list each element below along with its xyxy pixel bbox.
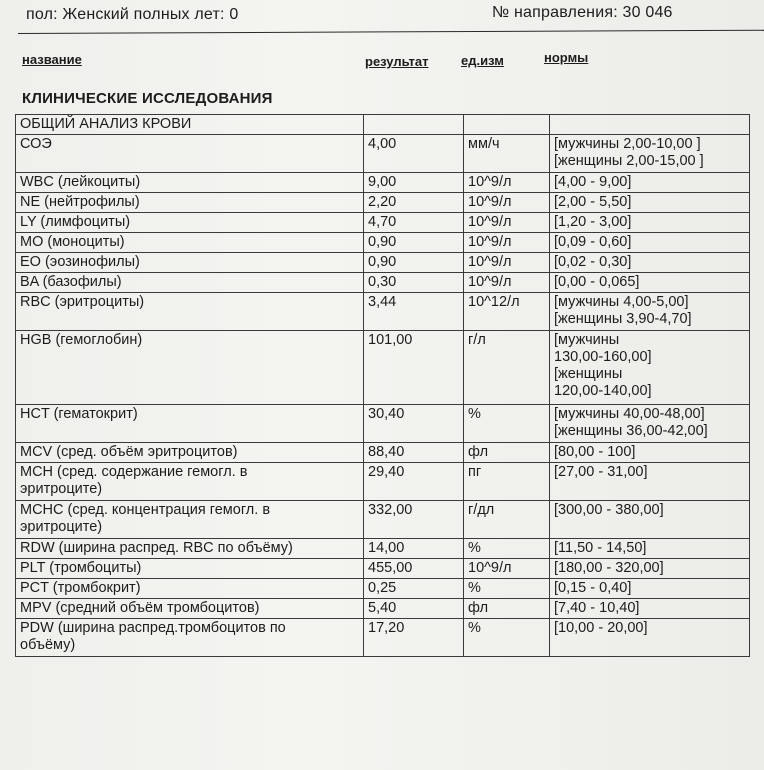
test-result: 455,00 (364, 559, 464, 579)
test-unit: мм/ч (464, 135, 550, 173)
test-result: 0,90 (364, 233, 464, 253)
test-norm: [7,40 - 10,40] (550, 599, 750, 619)
table-row (16, 173, 750, 193)
table-row (16, 559, 750, 579)
test-unit: % (464, 619, 550, 657)
test-name: RDW (ширина распред. RBC по объёму) (16, 539, 364, 559)
test-norm: [мужчины 40,00-48,00] [женщины 36,00-42,00] (550, 405, 750, 443)
test-result: 2,20 (364, 193, 464, 213)
test-unit: 10^9/л (464, 273, 550, 293)
group-title: ОБЩИЙ АНАЛИЗ КРОВИ (16, 115, 364, 135)
column-header-name: название (22, 52, 82, 67)
test-result: 4,00 (364, 135, 464, 173)
table-row (16, 193, 750, 213)
test-unit: 10^9/л (464, 253, 550, 273)
column-header-norm: нормы (544, 50, 589, 65)
table-row (16, 331, 750, 405)
test-name: WBC (лейкоциты) (16, 173, 364, 193)
column-header-result: результат (365, 54, 429, 69)
test-unit: 10^9/л (464, 173, 550, 193)
test-name: HGB (гемоглобин) (16, 331, 364, 405)
test-norm: [300,00 - 380,00] (550, 501, 750, 539)
section-title: КЛИНИЧЕСКИЕ ИССЛЕДОВАНИЯ (22, 90, 273, 107)
test-result: 3,44 (364, 293, 464, 331)
test-unit: г/л (464, 331, 550, 405)
table-row (16, 463, 750, 501)
table-row (16, 539, 750, 559)
column-header-unit: ед.изм (461, 53, 504, 68)
test-norm: [2,00 - 5,50] (550, 193, 750, 213)
test-norm: [10,00 - 20,00] (550, 619, 750, 657)
test-name: RBC (эритроциты) (16, 293, 364, 331)
test-norm: [0,15 - 0,40] (550, 579, 750, 599)
test-norm: [4,00 - 9,00] (550, 173, 750, 193)
test-name: PDW (ширина распред.тромбоцитов по объёму) (16, 619, 364, 657)
test-norm: [мужчины 2,00-10,00 ] [женщины 2,00-15,00 ] (550, 135, 750, 173)
test-name: LY (лимфоциты) (16, 213, 364, 233)
test-unit: пг (464, 463, 550, 501)
test-result: 0,90 (364, 253, 464, 273)
test-unit: % (464, 579, 550, 599)
table-row (16, 213, 750, 233)
test-result: 332,00 (364, 501, 464, 539)
test-unit: 10^9/л (464, 213, 550, 233)
table-row (16, 293, 750, 331)
test-name: MO (моноциты) (16, 233, 364, 253)
table-row (16, 599, 750, 619)
test-name: MCH (сред. содержание гемогл. в эритроците) (16, 463, 364, 501)
test-norm: [27,00 - 31,00] (550, 463, 750, 501)
test-norm: [180,00 - 320,00] (550, 559, 750, 579)
test-unit: 10^9/л (464, 233, 550, 253)
test-norm: [80,00 - 100] (550, 443, 750, 463)
test-unit: % (464, 539, 550, 559)
test-result: 14,00 (364, 539, 464, 559)
header-divider (18, 30, 764, 34)
test-unit: 10^12/л (464, 293, 550, 331)
test-name: PCT (тромбокрит) (16, 579, 364, 599)
test-result: 0,30 (364, 273, 464, 293)
test-unit: 10^9/л (464, 193, 550, 213)
test-name: NE (нейтрофилы) (16, 193, 364, 213)
table-row (16, 253, 750, 273)
test-name: PLT (тромбоциты) (16, 559, 364, 579)
table-group-row (16, 115, 750, 135)
table-row (16, 443, 750, 463)
test-unit: фл (464, 599, 550, 619)
test-norm: [мужчины 130,00-160,00] [женщины 120,00-140,00] (550, 331, 750, 405)
test-norm: [1,20 - 3,00] (550, 213, 750, 233)
test-name: СОЭ (16, 135, 364, 173)
test-result: 17,20 (364, 619, 464, 657)
test-name: EO (эозинофилы) (16, 253, 364, 273)
patient-info: пол: Женский полных лет: 0 (26, 6, 239, 23)
test-unit: % (464, 405, 550, 443)
test-norm: [11,50 - 14,50] (550, 539, 750, 559)
test-result: 0,25 (364, 579, 464, 599)
blood-test-table (15, 114, 750, 657)
test-result: 9,00 (364, 173, 464, 193)
test-unit: фл (464, 443, 550, 463)
test-norm: [0,02 - 0,30] (550, 253, 750, 273)
test-name: BA (базофилы) (16, 273, 364, 293)
table-row (16, 579, 750, 599)
table-row (16, 273, 750, 293)
test-norm: [0,00 - 0,065] (550, 273, 750, 293)
test-norm: [0,09 - 0,60] (550, 233, 750, 253)
table-row (16, 405, 750, 443)
test-name: HCT (гематокрит) (16, 405, 364, 443)
test-result: 30,40 (364, 405, 464, 443)
test-result: 88,40 (364, 443, 464, 463)
test-result: 5,40 (364, 599, 464, 619)
test-result: 29,40 (364, 463, 464, 501)
test-unit: 10^9/л (464, 559, 550, 579)
test-norm: [мужчины 4,00-5,00] [женщины 3,90-4,70] (550, 293, 750, 331)
empty-cell (550, 115, 750, 135)
test-name: MPV (средний объём тромбоцитов) (16, 599, 364, 619)
table-row (16, 233, 750, 253)
test-unit: г/дл (464, 501, 550, 539)
empty-cell (364, 115, 464, 135)
table-row (16, 501, 750, 539)
test-name: MCHC (сред. концентрация гемогл. в эритроците) (16, 501, 364, 539)
test-result: 101,00 (364, 331, 464, 405)
empty-cell (464, 115, 550, 135)
test-name: MCV (сред. объём эритроцитов) (16, 443, 364, 463)
table-row (16, 135, 750, 173)
test-result: 4,70 (364, 213, 464, 233)
table-row (16, 619, 750, 657)
referral-number: № направления: 30 046 (492, 4, 673, 21)
